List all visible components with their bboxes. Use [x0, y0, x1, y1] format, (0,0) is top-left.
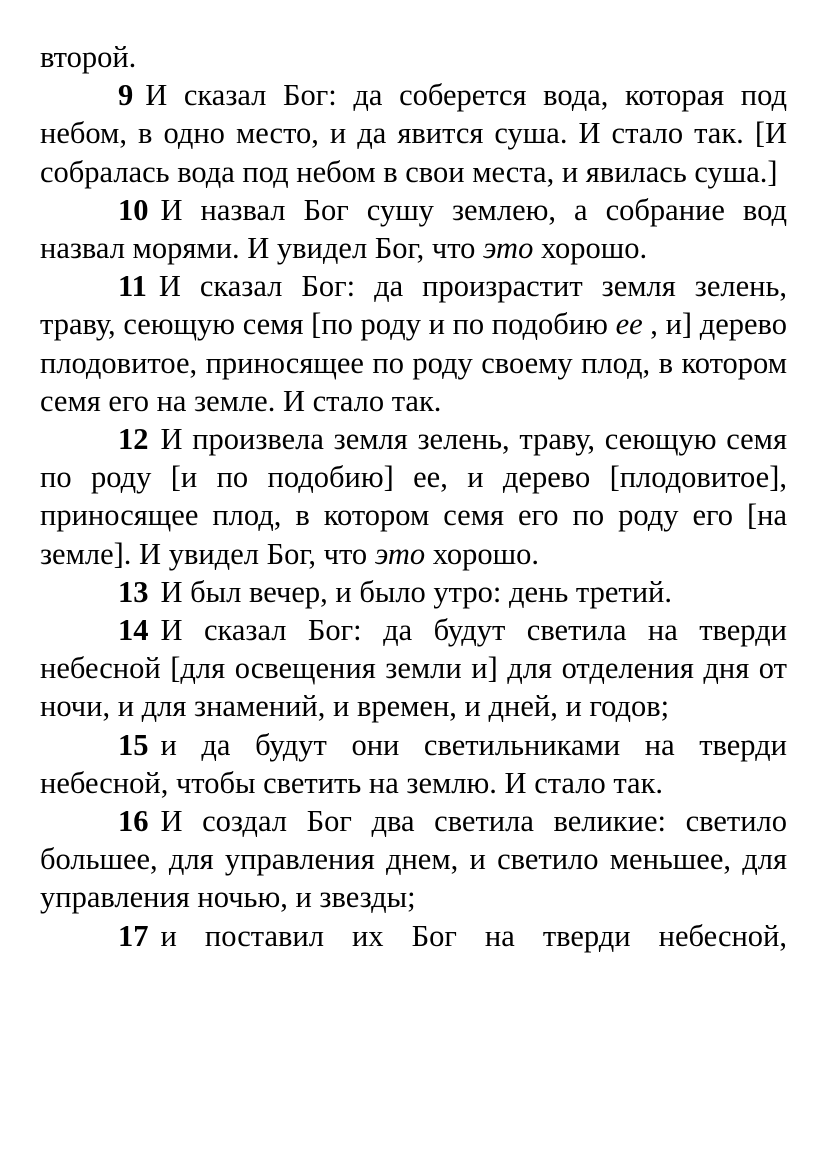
verse-italic-text: это: [483, 231, 534, 266]
verse-number: 9: [118, 78, 134, 113]
verse-number: 14: [118, 613, 149, 648]
verse-text: хорошо.: [533, 231, 648, 266]
verse-11: [40, 267, 787, 420]
verse-number: 13: [118, 574, 149, 609]
lead-text: второй.: [40, 40, 137, 74]
verse-text: и да будут они светильниками на тверди небесной, чтобы светить на землю. И стало так.: [40, 727, 787, 800]
verse-17: [40, 917, 787, 955]
verse-15: [40, 726, 787, 802]
verse-number: 17: [118, 918, 149, 953]
verse-text: И назвал Бог сушу землею, а собрание вод назвал морями. И увидел Бог, что: [40, 192, 787, 266]
verse-text: И произвела земля зелень, траву, сеющую семя по роду [и по подобию] ее, и дерево [плодовитое], приносящее плод, в котором семя его по роду его [на земле]. И увидел Бог, что: [40, 422, 787, 571]
verse-16: [40, 802, 787, 917]
verse-text: И сказал Бог: да будут светила на тверди небесной [для освещения земли и] для отделения дня от ночи, и для знамений, и времен, и дней, и годов;: [40, 613, 787, 724]
verse-12: [40, 420, 787, 573]
verse-10: [40, 191, 787, 267]
verse-text: и поставил их Бог на тверди небесной,: [160, 918, 787, 953]
verse-list: [40, 76, 787, 955]
verse-text: хорошо.: [425, 536, 539, 571]
verse-number: 15: [118, 727, 149, 762]
verse-9: [40, 76, 787, 191]
verse-number: 11: [118, 269, 147, 304]
verse-text: И сказал Бог: да произрастит земля зелень, траву, сеющую семя [по роду и по подобию: [40, 269, 787, 342]
verse-text: И был вечер, и было утро: день третий.: [160, 574, 672, 609]
verse-13: [40, 573, 787, 611]
verse-text: И создал Бог два светила великие: светило большее, для управления днем, и светило меньшее, для управления ночью, и звезды;: [40, 804, 787, 915]
verse-number: 10: [118, 192, 149, 227]
verse-italic-text: ее: [615, 307, 643, 342]
verse-text: И сказал Бог: да соберется вода, которая под небом, в одно место, и да явится суша. И стало так. [И собралась вода под небом в свои места, и явилась суша.]: [40, 78, 787, 189]
document-page: [40, 38, 787, 955]
verse-text: , и] дерево плодовитое, приносящее по роду своему плод, в котором семя его на земле. И стало так.: [40, 307, 787, 418]
verse-14: [40, 611, 787, 726]
verse-number: 12: [118, 422, 149, 457]
verse-number: 16: [118, 804, 149, 839]
verse-italic-text: это: [374, 536, 426, 571]
